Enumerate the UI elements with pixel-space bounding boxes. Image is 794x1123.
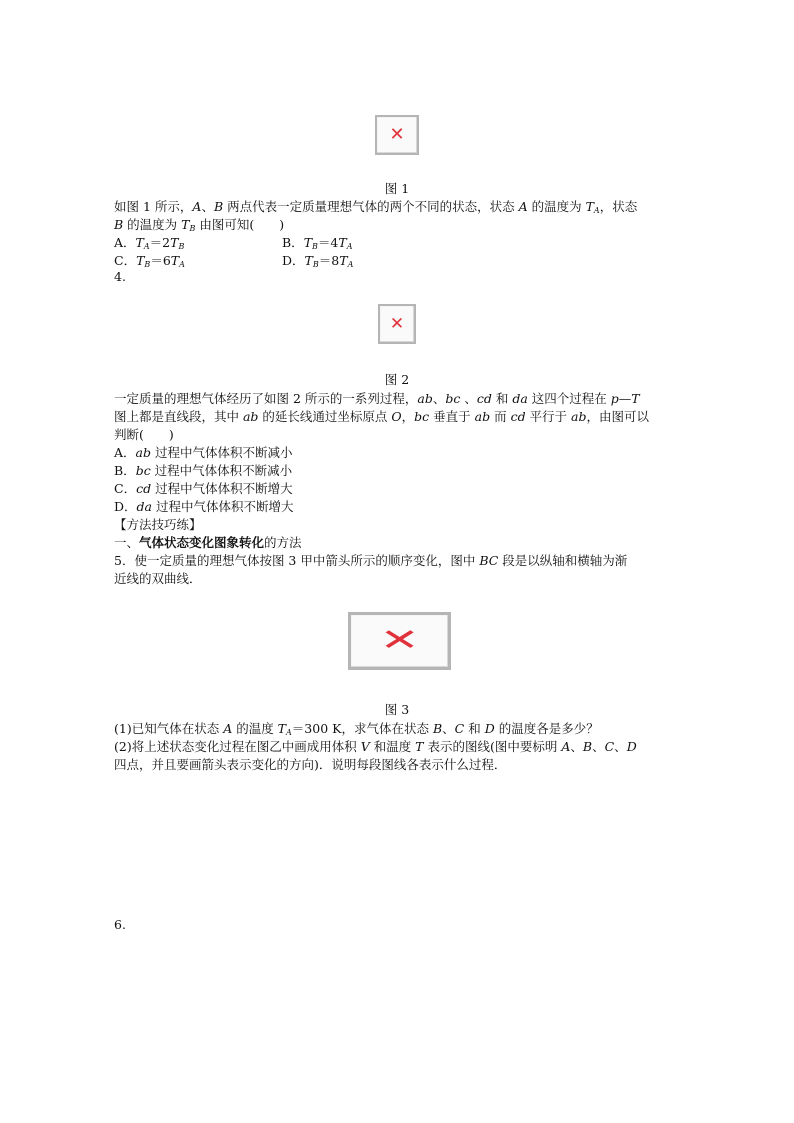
q4-number: 4. (114, 269, 126, 284)
figure-1-broken-image-icon (375, 115, 419, 155)
q5-part-2-line-2: 四点，并且要画箭头表示变化的方向)．说明每段图线各表示什么过程． (114, 757, 507, 772)
section-heading: 【方法技巧练】 (114, 517, 202, 532)
q4-option-d: D．da 过程中气体体积不断增大 (114, 499, 294, 514)
q4-line-2: 图上都是直线段，其中 ab 的延长线通过坐标原点 O，bc 垂直于 ab 而 cd 平行于 ab，由图可以 (114, 409, 650, 424)
q4-option-b: B．bc 过程中气体体积不断减小 (114, 463, 293, 478)
section-subheading: 一、气体状态变化图象转化的方法 (114, 535, 302, 550)
q6-number: 6. (114, 917, 126, 932)
broken-image-x-icon: ✕ (379, 623, 420, 658)
broken-image-x-icon: ✕ (389, 124, 405, 145)
figure-3-broken-image-icon (348, 612, 451, 670)
q5-part-2: (2)将上述状态变化过程在图乙中画成用体积 V 和温度 T 表示的图线(图中要标明 A、B、C、D (114, 739, 637, 754)
q3-line-1: 如图 1 所示，A、B 两点代表一定质量理想气体的两个不同的状态，状态 A 的温度为 $T_A$，状态 (114, 199, 638, 215)
figure-3-caption: 图 3 (384, 702, 410, 717)
q4-option-c: C．cd 过程中气体体积不断增大 (114, 481, 293, 496)
q5-part-1: (1)已知气体在状态 A 的温度 $T_A=300$ K，求气体在状态 B、C 和 D 的温度各是多少？ (114, 721, 599, 737)
figure-2-caption: 图 2 (384, 372, 410, 387)
q4-option-a: A．ab 过程中气体体积不断减小 (114, 445, 293, 460)
q3-option-a: A．$T_A=2T_B$ (114, 235, 185, 251)
q3-line-2: B 的温度为 $T_B$ 由图可知( ) (114, 217, 285, 233)
q3-option-d: D．$T_B=8T_A$ (282, 253, 354, 269)
q3-option-b: B．$T_B=4T_A$ (282, 235, 353, 251)
q5-line-2: 近线的双曲线． (114, 571, 202, 586)
figure-1-caption: 图 1 (384, 181, 410, 196)
figure-2-broken-image-icon (378, 304, 416, 344)
broken-image-x-icon: ✕ (389, 313, 405, 334)
q5-line-1: 5．使一定质量的理想气体按图 3 甲中箭头所示的顺序变化，图中 BC 段是以纵轴和横轴为渐 (114, 553, 628, 568)
q3-option-c: C．$T_B=6T_A$ (114, 253, 185, 269)
q4-line-1: 一定质量的理想气体经历了如图 2 所示的一系列过程，ab、bc 、cd 和 da 这四个过程在 p—T (114, 391, 640, 406)
q4-line-3: 判断( ) (114, 427, 174, 442)
